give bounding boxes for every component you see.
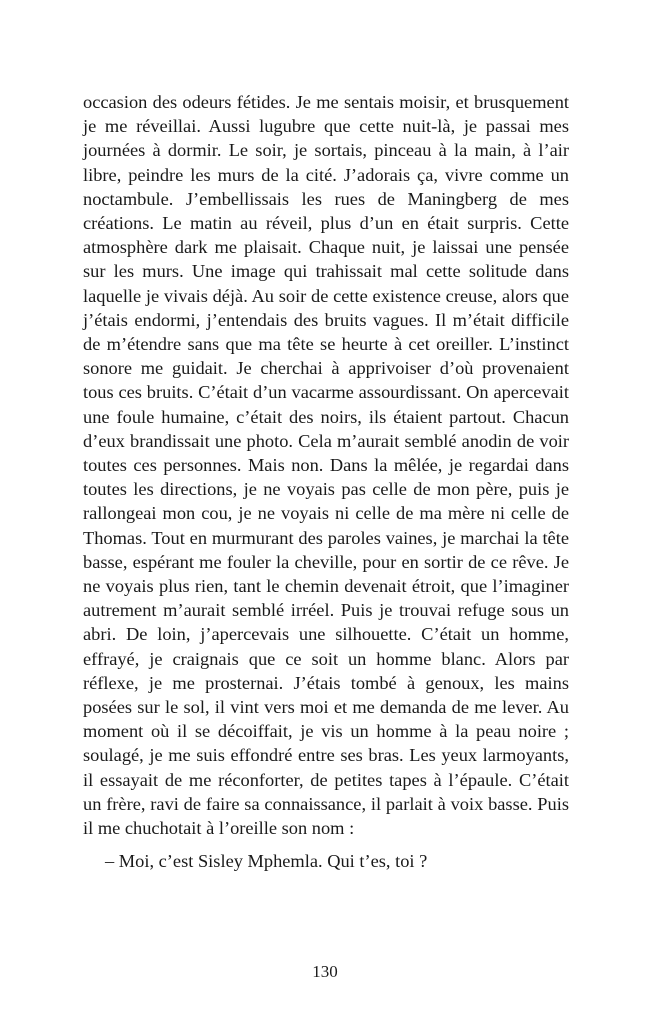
page-body (83, 90, 569, 874)
page-number: 130 (312, 962, 338, 981)
dialogue-line: – Moi, c’est Sisley Mphemla. Qui t’es, toi ? (105, 851, 428, 872)
body-paragraph: occasion des odeurs fétides. Je me sentais moisir, et brusquement je me réveillai. Aussi lugubre que cette nuit-là, je passai mes journées à dormir. Le soir, je sortais, pinceau à la main, à l’air libre, peindre les murs de la cité. J’adorais ça, vivre comme un noctambule. J’embellissais les rues de Maningberg de mes créations. Le matin au réveil, plus d’un en était surpris. Cette atmosphère dark me plaisait. Chaque nuit, je laissai une pensée sur les murs. Une image qui trahissait mal cette solitude dans laquelle je vivais déjà. Au soir de cette existence creuse, alors que j’étais endormi, j’entendais des bruits vagues. Il m’était difficile de m’étendre sans que ma tête se heurte à cet oreiller. L’instinct sonore me guidait. Je cherchai à apprivoiser d’où provenaient tous ces bruits. C’était d’un vacarme assourdissant. On apercevait une foule humaine, c’était des noirs, ils étaient partout. Chacun d’eux brandissait une photo. Cela m’aurait semblé anodin de voir toutes ces personnes. Mais non. Dans la mêlée, je regardai dans toutes les directions, je ne voyais pas celle de mon père, puis je rallongeai mon cou, je ne voyais ni celle de ma mère ni celle de Thomas. Tout en murmurant des paroles vaines, je marchai la tête basse, espérant me fouler la cheville, pour en sortir de ce rêve. Je ne voyais plus rien, tant le chemin devenait étroit, que l’imaginer autrement m’aurait semblé irréel. Puis je trouvai refuge sous un abri. De loin, j’apercevais une silhouette. C’était un homme, effrayé, je craignais que ce soit un homme blanc. Alors par réflexe, je me prosternai. J’étais tombé à genoux, les mains posées sur le sol, il vint vers moi et me demanda de me lever. Au moment où il se décoiffait, je vis un homme à la peau noire ; soulagé, je me suis effondré entre ses bras. Les yeux larmoyants, il essayait de me réconforter, de petites tapes à l’épaule. C’était un frère, ravi de faire sa connaissance, il parlait à voix basse. Puis il me chuchotait à l’oreille son nom : (83, 92, 569, 839)
